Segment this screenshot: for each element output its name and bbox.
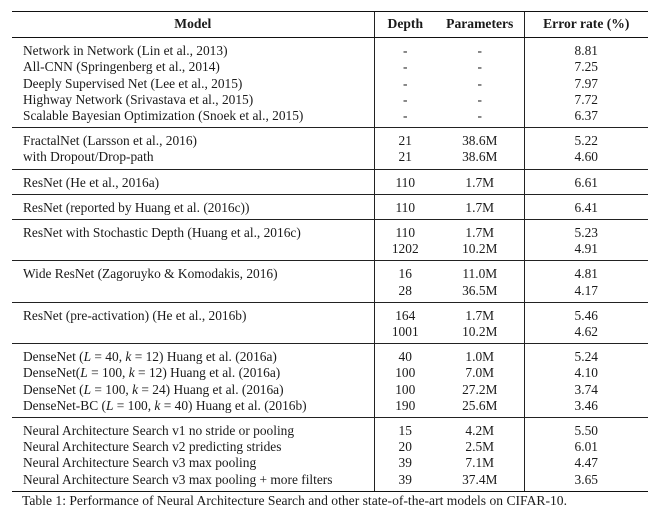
cell-depth: 110	[374, 194, 436, 219]
cell-parameters: -	[477, 59, 482, 75]
table-row	[12, 439, 648, 455]
cell-depth: -	[374, 76, 436, 92]
cell-error-rate: 6.41	[524, 194, 648, 219]
cell-error-rate: 4.60	[524, 149, 648, 169]
cell-depth: 40	[374, 344, 436, 366]
header-parameters: Parameters	[436, 12, 524, 38]
cell-parameters: -	[477, 75, 482, 91]
model-name: Scalable Bayesian Optimization (Snoek et al., 2015)	[23, 108, 304, 124]
cell-depth: 15	[374, 418, 436, 440]
cell-depth: 28	[374, 283, 436, 303]
cell-depth: 20	[374, 439, 436, 455]
cell-error-rate: 5.24	[524, 344, 648, 366]
cell-depth: 1001	[374, 324, 436, 344]
cell-depth: 16	[374, 261, 436, 283]
table-body	[12, 38, 648, 492]
cell-depth: -	[374, 59, 436, 75]
cell-parameters: 1.7M	[436, 194, 524, 219]
model-citation: Huang et al. (2016a)	[166, 365, 281, 381]
cell-parameters: 1.7M	[465, 225, 495, 241]
model-name: DenseNet (	[23, 349, 84, 365]
table-row	[12, 149, 648, 169]
model-math: L	[83, 381, 92, 397]
cell-parameters: -	[477, 43, 482, 59]
table-row	[12, 220, 648, 242]
model-name: Neural Architecture Search v1 no stride or pooling	[23, 423, 295, 439]
table-row	[12, 344, 648, 366]
cell-parameters: 10.2M	[436, 324, 524, 344]
cell-parameters: 38.6M	[462, 133, 498, 149]
cell-depth: 1202	[374, 241, 436, 261]
cell-parameters: 27.2M	[462, 381, 498, 397]
header-model: Model	[12, 12, 374, 38]
cell-model	[12, 382, 374, 398]
cell-error-rate: 4.17	[524, 283, 648, 303]
model-math: L	[105, 397, 114, 413]
model-citation: Huang et al. (2016a)	[170, 381, 284, 397]
model-math: L	[80, 365, 88, 381]
model-name: Network in Network (Lin et al., 2013)	[23, 43, 228, 59]
cell-error-rate: 5.22	[524, 128, 648, 150]
cell-error-rate: 8.81	[524, 38, 648, 60]
model-math: L	[83, 349, 92, 365]
cell-error-rate: 4.91	[524, 241, 648, 261]
table-row	[12, 38, 648, 60]
cell-error-rate: 6.37	[524, 108, 648, 128]
model-name: DenseNet-BC (	[23, 397, 106, 413]
table-row	[12, 455, 648, 471]
model-math: = 40)	[160, 397, 193, 413]
cell-model	[12, 455, 374, 471]
model-name: ResNet (reported by Huang et al. (2016c))	[23, 199, 250, 215]
cell-parameters: 10.2M	[436, 241, 524, 261]
cell-error-rate: 5.23	[524, 220, 648, 242]
table-row	[12, 324, 648, 344]
model-math: k	[128, 365, 135, 381]
model-name: ResNet (pre-activation) (He et al., 2016b)	[23, 307, 247, 323]
cell-model	[12, 169, 374, 194]
cell-depth: -	[374, 38, 436, 60]
table-row	[12, 108, 648, 128]
cell-depth: 39	[374, 455, 436, 471]
cell-error-rate: 4.62	[524, 324, 648, 344]
table-row	[12, 302, 648, 324]
cell-parameters: 7.0M	[465, 365, 495, 381]
cell-parameters: 2.5M	[465, 439, 495, 455]
results-table	[12, 11, 648, 492]
table-row	[12, 194, 648, 219]
cell-depth: -	[374, 108, 436, 128]
cell-depth: 21	[374, 149, 436, 169]
cell-model	[12, 92, 374, 108]
model-name: Neural Architecture Search v3 max pooling	[23, 455, 257, 471]
table-row	[12, 472, 648, 492]
model-name: Wide ResNet (Zagoruyko & Komodakis, 2016)	[23, 266, 278, 282]
cell-model	[12, 439, 374, 455]
model-math: k	[154, 397, 161, 413]
cell-error-rate: 5.50	[524, 418, 648, 440]
table-row	[12, 382, 648, 398]
model-name: with Dropout/Drop-path	[23, 149, 154, 165]
model-name: DenseNet(	[23, 365, 81, 381]
cell-model	[12, 302, 374, 324]
model-math: = 100,	[91, 381, 133, 397]
cell-model	[12, 108, 374, 128]
cell-parameters: 36.5M	[436, 283, 524, 303]
header-depth: Depth	[374, 12, 436, 38]
cell-parameters: -	[436, 108, 524, 128]
cell-model	[12, 398, 374, 418]
model-math: k	[132, 381, 139, 397]
cell-depth: 21	[374, 128, 436, 150]
cell-depth: 110	[374, 220, 436, 242]
model-name: Deeply Supervised Net (Lee et al., 2015)	[23, 75, 243, 91]
cell-model	[12, 344, 374, 366]
model-name: Neural Architecture Search v3 max pooling + more filters	[23, 471, 333, 487]
cell-model	[12, 38, 374, 60]
model-math: k	[125, 349, 132, 365]
table-row	[12, 169, 648, 194]
table-caption: Table 1: Performance of Neural Architecture Search and other state-of-the-art models on CIFAR-10.	[22, 493, 567, 508]
cell-error-rate: 3.65	[524, 472, 648, 492]
model-name: ResNet (He et al., 2016a)	[23, 174, 160, 190]
cell-parameters: 7.1M	[465, 455, 495, 471]
cell-model	[12, 194, 374, 219]
cell-model	[12, 283, 374, 303]
cell-parameters: -	[477, 91, 482, 107]
model-math: = 12)	[134, 365, 167, 381]
cell-model	[12, 128, 374, 150]
cell-parameters: 37.4M	[436, 472, 524, 492]
table-row	[12, 418, 648, 440]
cell-depth: 190	[374, 398, 436, 418]
cell-parameters: 4.2M	[465, 423, 495, 439]
cell-error-rate: 5.46	[524, 302, 648, 324]
cell-model	[12, 149, 374, 169]
cell-depth: 164	[374, 302, 436, 324]
cell-model	[12, 59, 374, 75]
model-math: = 12)	[131, 349, 164, 365]
cell-model	[12, 261, 374, 283]
cell-model	[12, 324, 374, 344]
cell-error-rate: 7.72	[524, 92, 648, 108]
model-citation: Huang et al. (2016b)	[192, 397, 307, 413]
cell-depth: 110	[374, 169, 436, 194]
model-math: = 100,	[113, 397, 155, 413]
model-citation: Huang et al. (2016a)	[163, 349, 277, 365]
header-row	[12, 12, 648, 38]
cell-depth: 39	[374, 472, 436, 492]
cell-parameters: 1.7M	[465, 307, 495, 323]
model-math: = 24)	[138, 381, 171, 397]
cell-model	[12, 472, 374, 492]
cell-error-rate: 4.10	[524, 365, 648, 381]
cell-model	[12, 76, 374, 92]
cell-parameters: 38.6M	[436, 149, 524, 169]
table-row	[12, 59, 648, 75]
cell-error-rate: 7.25	[524, 59, 648, 75]
model-name: DenseNet (	[23, 381, 84, 397]
cell-error-rate: 7.97	[524, 76, 648, 92]
cell-parameters: 25.6M	[436, 398, 524, 418]
cell-error-rate: 4.47	[524, 455, 648, 471]
cell-error-rate: 6.01	[524, 439, 648, 455]
table-row	[12, 283, 648, 303]
cell-error-rate: 4.81	[524, 261, 648, 283]
model-math: = 100,	[87, 365, 129, 381]
model-name: FractalNet (Larsson et al., 2016)	[23, 133, 198, 149]
cell-model	[12, 241, 374, 261]
table-row	[12, 92, 648, 108]
cell-model	[12, 418, 374, 440]
cell-parameters: 11.0M	[462, 266, 498, 282]
model-name: All-CNN (Springenberg et al., 2014)	[23, 59, 220, 75]
cell-error-rate: 6.61	[524, 169, 648, 194]
cell-model	[12, 365, 374, 381]
cell-parameters: 1.7M	[436, 169, 524, 194]
cell-parameters: 1.0M	[465, 349, 495, 365]
cell-error-rate: 3.46	[524, 398, 648, 418]
table-row	[12, 398, 648, 418]
table-row	[12, 365, 648, 381]
table-row	[12, 241, 648, 261]
cell-model	[12, 220, 374, 242]
model-name: ResNet with Stochastic Depth (Huang et al., 2016c)	[23, 225, 301, 241]
cell-error-rate: 3.74	[524, 382, 648, 398]
model-name: Neural Architecture Search v2 predicting strides	[23, 439, 282, 455]
cell-depth: -	[374, 92, 436, 108]
cell-depth: 100	[374, 382, 436, 398]
table-row	[12, 128, 648, 150]
header-error-rate: Error rate (%)	[524, 12, 648, 38]
table-row	[12, 76, 648, 92]
cell-depth: 100	[374, 365, 436, 381]
table-row	[12, 261, 648, 283]
model-math: = 40,	[91, 349, 126, 365]
model-name: Highway Network (Srivastava et al., 2015)	[23, 91, 254, 107]
